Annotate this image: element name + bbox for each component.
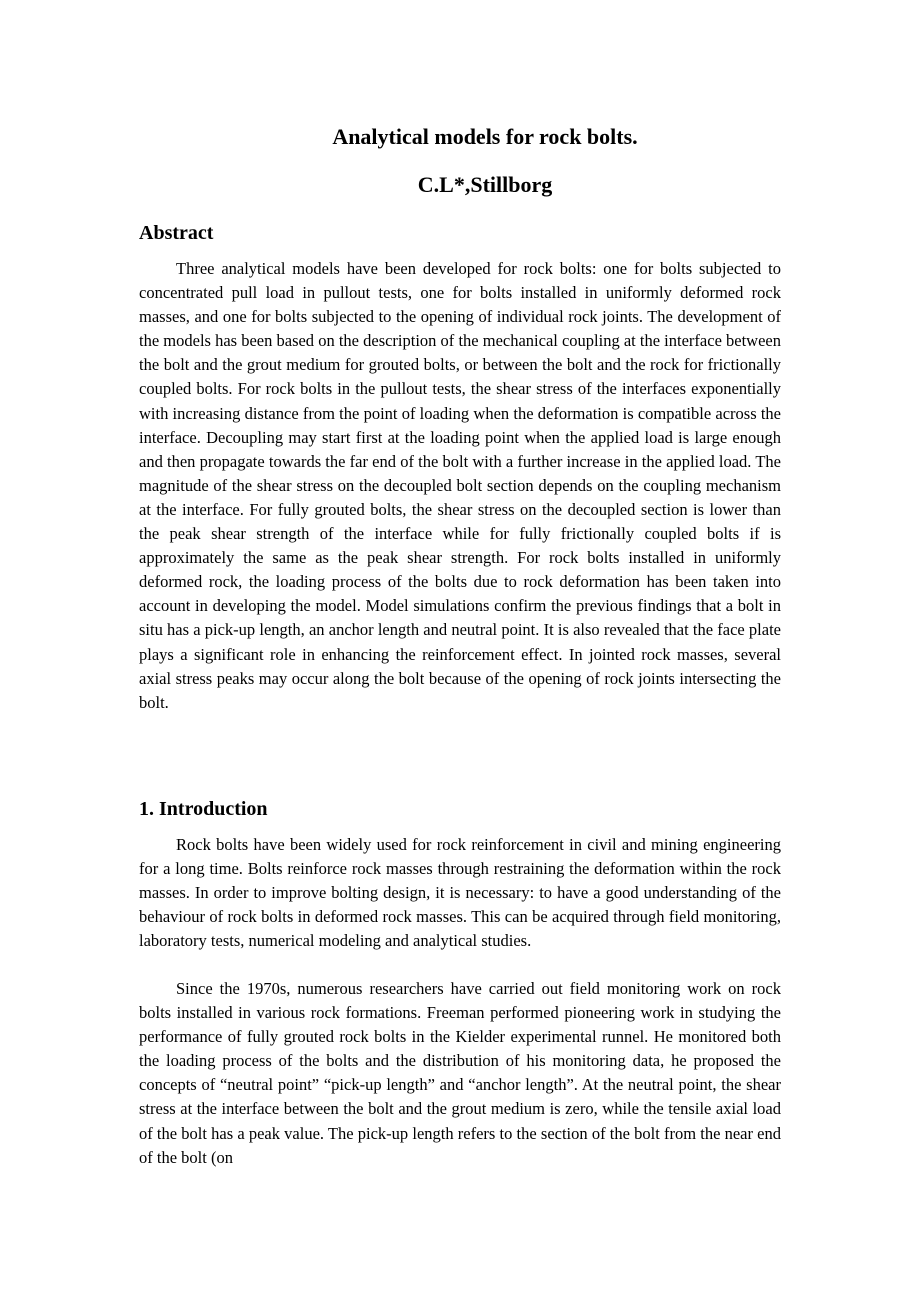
abstract-text: Three analytical models have been developed for rock bolts: one for bolts subjected to concentrated pull load in pullout tests, one for bolts installed in uniformly deformed rock masses, and one for bolts subjected to the opening of individual rock joints. The development of the models has been based on the description of the mechanical coupling at the interface between the bolt and the grout medium for grouted bolts, or between the bolt and the rock for frictionally coupled bolts. For rock bolts in the pullout tests, the shear stress of the interfaces exponentially with increasing distance from the point of loading when the deformation is compatible across the interface. Decoupling may start first at the loading point when the applied load is large enough and then propagate towards the far end of the bolt with a further increase in the applied load. The magnitude of the shear stress on the decoupled bolt section depends on the coupling mechanism at the interface. For fully grouted bolts, the shear stress on the decoupled section is lower than the peak shear strength of the interface while for fully frictionally coupled bolts if is approximately the same as the peak shear strength. For rock bolts installed in uniformly deformed rock, the loading process of the bolts due to rock deformation has been taken into account in developing the model. Model simulations confirm the previous findings that a bolt in situ has a pick-up length, an anchor length and neutral point. It is also revealed that the face plate plays a significant role in enhancing the reinforcement effect. In jointed rock masses, several axial stress peaks may occur along the bolt because of the opening of rock joints intersecting the bolt. bbox=[139, 259, 781, 712]
paper-authors: C.L*,Stillborg bbox=[417, 172, 553, 197]
paper-title: Analytical models for rock bolts. bbox=[332, 124, 638, 149]
introduction-paragraph: Since the 1970s, numerous researchers have carried out field monitoring work on rock bolts installed in various rock formations. Freeman performed pioneering work in studying the performance of fully grouted rock bolts in the Kielder experimental runnel. He monitored both the loading process of the bolts and the distribution of his monitoring data, he proposed the concepts of “neutral point” “pick-up length” and “anchor length”. At the neutral point, the shear stress at the interface between the bolt and the grout medium is zero, while the tensile axial load of the bolt has a peak value. The pick-up length refers to the section of the bolt from the near end of the bolt (on bbox=[139, 979, 781, 1167]
introduction-paragraph: Rock bolts have been widely used for rock reinforcement in civil and mining engineering for a long time. Bolts reinforce rock masses through restraining the deformation within the rock masses. In order to improve bolting design, it is necessary: to have a good understanding of the behaviour of rock bolts in deformed rock masses. This can be acquired through field monitoring, laboratory tests, numerical modeling and analytical studies. bbox=[139, 835, 781, 951]
introduction-heading: 1. Introduction bbox=[139, 798, 268, 820]
abstract-heading: Abstract bbox=[139, 222, 214, 244]
